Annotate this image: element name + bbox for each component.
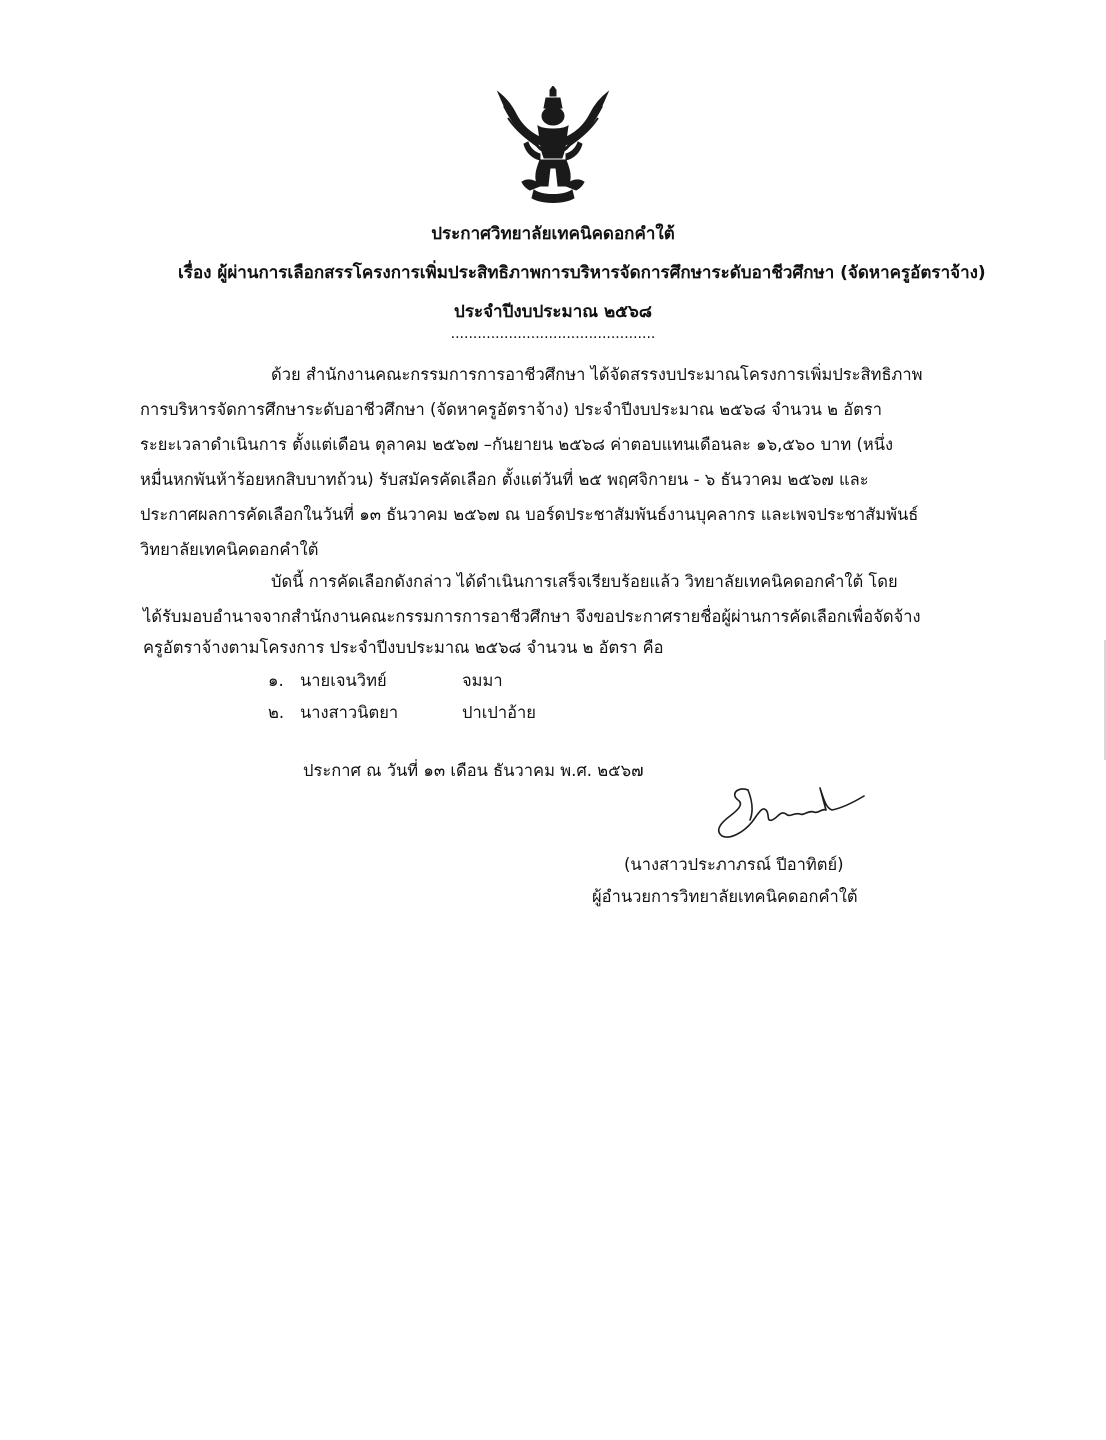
candidate-last-name: จมมา [462,671,503,690]
candidate-first-name: นางสาวนิตยา [300,703,399,722]
candidate-number: ๑. [268,671,284,690]
paragraph2-line3: ครูอัตราจ้างตามโครงการ ประจำปีงบประมาณ ๒๕๖๘ จำนวน ๒ อัตรา คือ [143,638,664,657]
paragraph1-line6: วิทยาลัยเทคนิคดอกคำใต้ [140,540,319,559]
signer-position: ผู้อำนวยการวิทยาลัยเทคนิคดอกคำใต้ [592,887,858,906]
paragraph2-line1: บัดนี้ การคัดเลือกดังกล่าว ได้ดำเนินการเสร็จเรียบร้อยแล้ว วิทยาลัยเทคนิคดอกคำใต้ โดย [271,572,898,591]
candidate-last-name: ปาเปาอ้าย [462,703,536,722]
candidate-number: ๒. [268,703,285,722]
paragraph2-line2: ได้รับมอบอำนาจจากสำนักงานคณะกรรมการการอาชีวศึกษา จึงขอประกาศรายชื่อผู้ผ่านการคัดเลือกเพื่อจัดจ้าง [143,607,921,626]
document-title: ประกาศวิทยาลัยเทคนิคดอกคำใต้ [431,224,675,244]
announcement-date: ประกาศ ณ วันที่ ๑๓ เดือน ธันวาคม พ.ศ. ๒๕๖๗ [303,761,644,780]
paragraph1-line3: ระยะเวลาดำเนินการ ตั้งแต่เดือน ตุลาคม ๒๕๖๗ –กันยายน ๒๕๖๘ ค่าตอบแทนเดือนละ ๑๖,๕๖๐ บาท (หนึ่ง [140,435,894,454]
paragraph1-line2: การบริหารจัดการศึกษาระดับอาชีวศึกษา (จัดหาครูอัตราจ้าง) ประจำปีงบประมาณ ๒๕๖๘ จำนวน ๒ อัตรา [140,400,882,419]
garuda-emblem-icon [490,86,616,204]
paragraph1-line5: ประกาศผลการคัดเลือกในวันที่ ๑๓ ธันวาคม ๒๕๖๗ ณ บอร์ดประชาสัมพันธ์งานบุคลากร และเพจประชาสัมพันธ์ [140,505,919,524]
title-separator: .............................................. [450,326,656,342]
fiscal-year: ประจำปีงบประมาณ ๒๕๖๘ [454,302,652,322]
candidate-first-name: นายเจนวิทย์ [300,671,387,690]
signer-name: (นางสาวประภาภรณ์ ปีอาทิตย์) [624,855,844,874]
paragraph1-line1: ด้วย สำนักงานคณะกรรมการการอาชีวศึกษา ได้จัดสรรงบประมาณโครงการเพิ่มประสิทธิภาพ [271,365,923,384]
signature-icon [708,780,868,842]
document-subject: เรื่อง ผู้ผ่านการเลือกสรรโครงการเพิ่มประสิทธิภาพการบริหารจัดการศึกษาระดับอาชีวศึกษา (จัดหาครูอัตราจ้าง) [178,263,986,283]
paragraph1-line4: หมื่นหกพันห้าร้อยหกสิบบาทถ้วน) รับสมัครคัดเลือก ตั้งแต่วันที่ ๒๕ พฤศจิกายน - ๖ ธันวาคม ๒๕๖๗ และ [140,470,869,489]
